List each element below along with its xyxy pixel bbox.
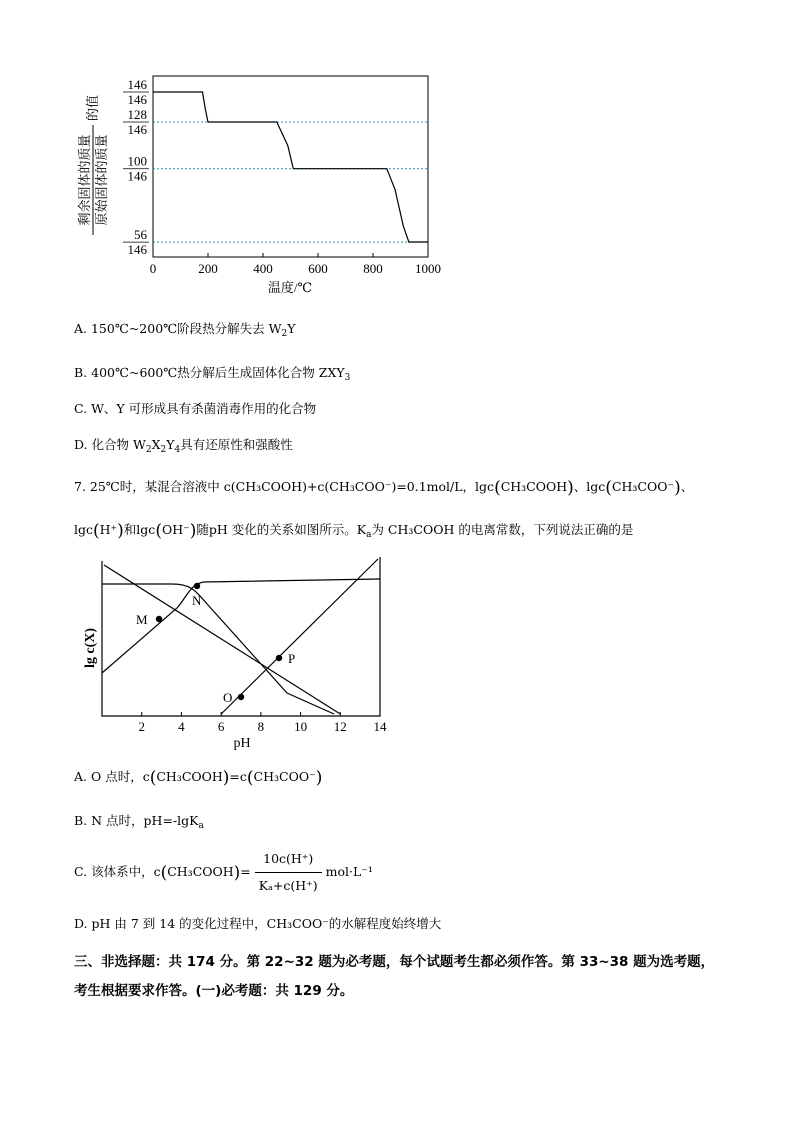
chart2-xlabel: pH bbox=[233, 736, 251, 751]
chart1-ytick-num-2: 100 bbox=[127, 153, 147, 169]
chart2-xtick-label-2: 6 bbox=[217, 719, 225, 734]
chart1-ytick-den-0: 146 bbox=[127, 92, 147, 107]
q7-c-fraction: $\frac{10c(H^+)}{\text{Kₐ+c(H⁺)}}$ bbox=[255, 848, 322, 897]
chart2-ylabel: lg c(X) bbox=[83, 627, 98, 669]
q7-stem-line1: 7. 25℃时，某混合溶液中 c(CH₃COOH)+c(CH₃COO⁻)=0.1mol/L，lgc(CH₃COOH)、lgc(CH₃COO⁻)、 bbox=[74, 478, 694, 498]
q7-stem-line2: lgc(H⁺)和lgc(OH⁻)随pH 变化的关系如图所示。$K_a$为 CH₃COOH 的电离常数，下列说法正确的是 bbox=[74, 521, 634, 541]
q6-option-c[interactable]: C. W、Y 可形成具有杀菌消毒作用的化合物 bbox=[74, 401, 317, 416]
q6-option-b[interactable]: B. 400℃~600℃热分解后生成固体化合物 $ZXY_3$ bbox=[74, 365, 351, 383]
q7-option-d[interactable]: D. pH 由 7 到 14 的变化过程中，CH₃COO⁻的水解程度始终增大 bbox=[74, 916, 442, 931]
chart2-point-label-N: N bbox=[192, 593, 202, 608]
chart2-xtick-label-0: 2 bbox=[138, 719, 145, 734]
chart2-point-P bbox=[276, 655, 282, 661]
chart2-point-label-M: M bbox=[136, 612, 148, 627]
chart1-ylabel-den: 原始固体的质量 bbox=[94, 134, 109, 226]
q7-option-a[interactable]: A. O 点时，c(CH₃COOH)=c(CH₃COO⁻) bbox=[74, 768, 323, 788]
chart2-point-label-P: P bbox=[288, 651, 296, 666]
chart1-xtick-label-4: 800 bbox=[363, 261, 383, 276]
chart1-ytick-num-3: 56 bbox=[134, 227, 147, 243]
q6-option-d[interactable]: D. 化合物 $W_2X_2Y_4$具有还原性和强酸性 bbox=[74, 437, 293, 455]
chart2-point-label-O: O bbox=[223, 690, 233, 705]
chart2-xtick-label-5: 12 bbox=[333, 719, 347, 734]
chart1-ytick-den-1: 146 bbox=[127, 122, 147, 138]
chart1-ytick-num-0: 146 bbox=[127, 77, 147, 92]
chart1-xlabel: 温度/℃ bbox=[267, 280, 313, 295]
chart1-xtick-label-3: 600 bbox=[308, 261, 328, 276]
chart1-xtick-label-1: 200 bbox=[198, 261, 218, 276]
q7-option-c[interactable]: C. 该体系中，c(CH₃COOH)= $\frac{10c(H^+)}{\text{Kₐ+c(H⁺)}}$ mol·L⁻¹ bbox=[74, 848, 373, 897]
chart1-xtick-label-2: 400 bbox=[253, 261, 273, 276]
chart1-ylabel bbox=[77, 95, 109, 235]
chart2-point-N bbox=[194, 583, 200, 589]
chart2-line-ch3cooh bbox=[102, 584, 334, 714]
chart1-xtick-label-5: 1000 bbox=[415, 261, 441, 276]
chart2-xtick-label-6: 14 bbox=[373, 719, 387, 734]
chart2-xtick-label-4: 10 bbox=[294, 719, 308, 734]
chart2-line-oh-minus bbox=[221, 559, 378, 714]
chart1-series-line bbox=[153, 92, 428, 242]
q6-option-a[interactable]: A. 150℃~200℃阶段热分解失去 $W_2Y$ bbox=[74, 321, 296, 339]
thermogravimetric-chart bbox=[70, 72, 460, 302]
chart1-plot-frame bbox=[153, 76, 428, 257]
chart1-ytick-den-3: 146 bbox=[127, 242, 147, 258]
section-3-heading: 三、非选择题：共 174 分。第 22~32 题为必考题，每个试题考生都必须作答。第 33~38 题为选考题，考生根据要求作答。(一)必考题：共 129 分。 bbox=[74, 954, 715, 999]
chart2-point-M bbox=[156, 616, 162, 622]
q7-option-b[interactable]: B. N 点时，pH=-lgK$_a$ bbox=[74, 813, 204, 831]
chart1-ylabel-num: 剩余固体的质量 bbox=[77, 134, 92, 226]
lgc-ph-chart bbox=[72, 553, 402, 753]
chart1-ytick-num-1: 128 bbox=[127, 107, 147, 123]
chart1-xtick-label-0: 0 bbox=[149, 261, 157, 276]
chart1-ytick-den-2: 146 bbox=[127, 168, 147, 184]
chart2-xtick-label-1: 4 bbox=[178, 719, 185, 734]
chart1-ylabel-suffix: 的值 bbox=[85, 94, 100, 122]
chart2-point-O bbox=[238, 694, 244, 700]
chart2-xtick-label-3: 8 bbox=[257, 719, 265, 734]
